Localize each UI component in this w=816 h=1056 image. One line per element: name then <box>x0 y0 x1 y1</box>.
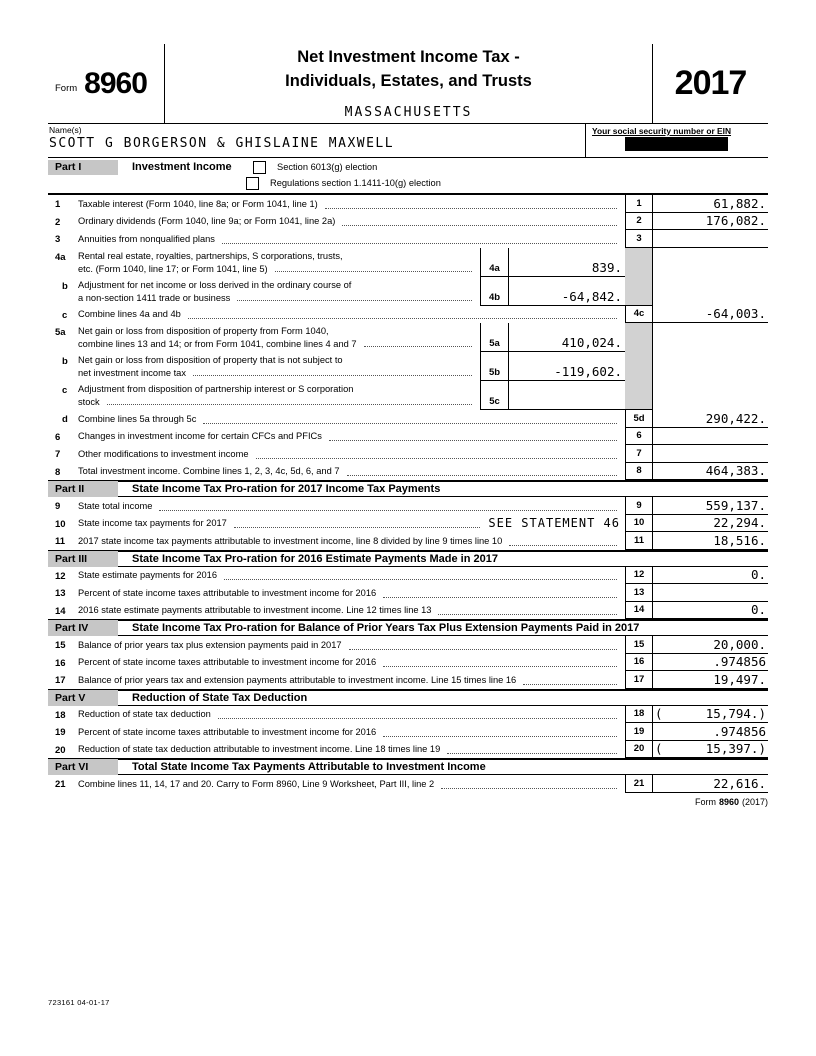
line-4c-row <box>48 306 768 324</box>
line-3-number: 3 <box>55 234 61 245</box>
line-6-number: 6 <box>55 431 61 443</box>
name-cell <box>48 124 586 157</box>
dotted-leader <box>438 614 617 615</box>
line-5a-number: 5a <box>55 327 66 338</box>
line-19-desc: Percent of state income taxes attributable to investment income for 2016 <box>78 726 377 737</box>
line-4c-box-label: 4c <box>625 306 653 324</box>
line-11-amount: 18,516. <box>653 532 768 550</box>
line-8-row <box>48 463 768 481</box>
part4-header <box>48 619 768 636</box>
line-20-amount: ( 15,397.) <box>655 741 766 757</box>
line-14-row <box>48 602 768 620</box>
line-18-number: 18 <box>55 709 66 721</box>
line-5d-number: d <box>62 414 68 425</box>
line-17-row <box>48 671 768 689</box>
part5-header <box>48 689 768 706</box>
line-5c-amount <box>509 381 625 410</box>
dotted-leader <box>509 545 617 546</box>
line-19-row <box>48 723 768 741</box>
line-5a-desc1: Net gain or loss from disposition of property from Form 1040, <box>78 326 329 336</box>
part1-label: Part I <box>48 160 118 175</box>
dotted-leader <box>222 243 617 244</box>
line-7-box-label: 7 <box>625 445 653 463</box>
ssn-redaction-box <box>625 137 728 151</box>
line-16-desc: Percent of state income taxes attributable to investment income for 2016 <box>78 657 377 668</box>
line-4a-desc1: Rental real estate, royalties, partnerships, S corporations, trusts, <box>78 250 343 261</box>
line-18-desc: Reduction of state tax deduction <box>78 709 211 720</box>
line-13-row <box>48 584 768 602</box>
line-6-desc: Changes in investment income for certain CFCs and PFICs <box>78 431 322 442</box>
print-code: 723161 04-01-17 <box>48 998 110 1007</box>
dotted-leader <box>275 271 472 272</box>
line-13-amount <box>653 584 768 602</box>
regulations-1411-checkbox[interactable] <box>246 177 259 190</box>
line-5d-amount: 290,422. <box>653 410 768 428</box>
form-footer <box>48 797 768 807</box>
taxpayer-names: SCOTT G BORGERSON & GHISLAINE MAXWELL <box>49 136 395 151</box>
part6-header <box>48 758 768 775</box>
line-5b-row <box>48 352 768 381</box>
dotted-leader <box>193 375 472 376</box>
dotted-leader <box>256 458 617 459</box>
part2-label: Part II <box>48 481 118 497</box>
line-1-amount: 61,882. <box>653 195 768 213</box>
line-1-desc: Taxable interest (Form 1040, line 8a; or Form 1041, line 1) <box>78 198 318 209</box>
line-14-desc: 2016 state estimate payments attributable to investment income. Line 12 times line 13 <box>78 605 432 616</box>
line-5b-box-label: 5b <box>480 352 509 381</box>
line-21-amount: 22,616. <box>653 775 768 793</box>
line-12-number: 12 <box>55 570 66 582</box>
line-18-amount: ( 15,794.) <box>655 706 766 722</box>
line-9-amount: 559,137. <box>653 497 768 515</box>
part2-title: State Income Tax Pro-ration for 2017 Income Tax Payments <box>132 483 441 495</box>
line-5c-box-label: 5c <box>480 381 509 410</box>
line-1-row <box>48 195 768 213</box>
part5-label: Part V <box>48 690 118 706</box>
shaded-cell <box>625 277 653 306</box>
dotted-leader <box>234 527 481 528</box>
line-14-number: 14 <box>55 605 66 617</box>
dotted-leader <box>218 718 617 719</box>
line-15-amount: 20,000. <box>653 636 768 654</box>
line-15-row <box>48 636 768 654</box>
footer-form-word: Form <box>694 796 716 807</box>
line-5b-amount: -119,602. <box>509 352 625 381</box>
line-15-desc: Balance of prior years tax plus extension payments paid in 2017 <box>78 639 342 650</box>
part3-label: Part III <box>48 551 118 567</box>
form-number: 8960 <box>84 66 147 100</box>
ssn-cell <box>586 124 768 157</box>
line-4b-amount: -64,842. <box>509 277 625 306</box>
line-8-amount: 464,383. <box>653 463 768 481</box>
line-5b-desc2: net investment income tax <box>78 368 186 378</box>
line-20-number: 20 <box>55 744 66 756</box>
line-4b-desc1: Adjustment for net income or loss derived in the ordinary course of <box>78 279 352 290</box>
line-5a-row <box>48 323 768 352</box>
form-content <box>48 44 768 807</box>
line-6-box-label: 6 <box>625 428 653 446</box>
tax-year: 2017 <box>674 64 747 102</box>
footer-form-year: (2017) <box>741 796 768 807</box>
shaded-cell <box>625 381 653 410</box>
line-5b-desc1: Net gain or loss from disposition of property that is not subject to <box>78 355 343 365</box>
line-10-desc: State income tax payments for 2017 <box>78 518 227 529</box>
dotted-leader <box>342 225 617 226</box>
line-5c-desc2: stock <box>78 397 100 407</box>
line-2-number: 2 <box>55 216 61 228</box>
line-10-box-label: 10 <box>625 515 653 533</box>
line-17-amount: 19,497. <box>653 671 768 689</box>
tax-year-cell <box>653 44 768 123</box>
part1-title: Investment Income <box>132 161 232 173</box>
shaded-cell <box>625 248 653 277</box>
line-4a-row <box>48 248 768 277</box>
line-3-desc: Annuities from nonqualified plans <box>78 233 215 244</box>
part6-label: Part VI <box>48 759 118 775</box>
line-17-box-label: 17 <box>625 671 653 689</box>
line-14-amount: 0. <box>653 602 768 620</box>
line-8-box-label: 8 <box>625 463 653 481</box>
line-15-box-label: 15 <box>625 636 653 654</box>
line-3-box-label: 3 <box>625 230 653 248</box>
form-title <box>285 46 532 94</box>
form-header <box>48 44 768 124</box>
dotted-leader <box>203 423 617 424</box>
line-9-box-label: 9 <box>625 497 653 515</box>
form-title-line1: Net Investment Income Tax - <box>297 48 520 66</box>
line-17-desc: Balance of prior years tax and extension payments attributable to investment income. Line 15 times line 16 <box>78 674 517 685</box>
names-label: Name(s) <box>49 125 82 135</box>
line-4b-desc2: a non-section 1411 trade or business <box>78 292 231 303</box>
line-13-number: 13 <box>55 588 66 599</box>
line-3-row <box>48 230 768 248</box>
line-9-row <box>48 497 768 515</box>
line-5b-number: b <box>62 356 68 367</box>
line-7-amount <box>653 445 768 463</box>
line-4a-number: 4a <box>55 251 66 263</box>
line-7-row <box>48 445 768 463</box>
line-16-amount: .974856 <box>653 654 768 672</box>
line-2-row <box>48 213 768 231</box>
section-6013g-label: Section 6013(g) election <box>277 162 378 172</box>
line-3-amount <box>653 230 768 248</box>
line-10-number: 10 <box>55 518 66 530</box>
line-4a-box-label: 4a <box>480 248 509 277</box>
line-8-number: 8 <box>55 466 61 478</box>
dotted-leader <box>383 666 617 667</box>
line-4b-row <box>48 277 768 306</box>
line-1-box-label: 1 <box>625 195 653 213</box>
line-12-row <box>48 567 768 585</box>
part3-header <box>48 550 768 567</box>
line-4a-amount: 839. <box>509 248 625 277</box>
line-13-desc: Percent of state income taxes attributable to investment income for 2016 <box>78 587 377 598</box>
line-18-row <box>48 706 768 724</box>
line-18-box-label: 18 <box>625 706 653 724</box>
line-5c-row <box>48 381 768 410</box>
line-11-box-label: 11 <box>625 532 653 550</box>
line-21-box-label: 21 <box>625 775 653 793</box>
section-6013g-checkbox[interactable] <box>253 161 266 174</box>
line-17-number: 17 <box>55 675 66 686</box>
line-19-box-label: 19 <box>625 723 653 741</box>
line-2-desc: Ordinary dividends (Form 1040, line 9a; or Form 1041, line 2a) <box>78 216 336 227</box>
line-21-number: 21 <box>55 779 66 790</box>
line-9-desc: State total income <box>78 500 153 511</box>
dotted-leader <box>237 300 472 301</box>
line-5c-desc1: Adjustment from disposition of partnership interest or S corporation <box>78 384 354 394</box>
line-5a-desc2: combine lines 13 and 14; or from Form 1041, combine lines 4 and 7 <box>78 339 357 349</box>
line-5d-row <box>48 410 768 428</box>
line-11-desc: 2017 state income tax payments attributable to investment income, line 8 divided by line 9 times line 10 <box>78 535 503 546</box>
line-10-amount: 22,294. <box>653 515 768 533</box>
line-9-number: 9 <box>55 501 61 512</box>
line-13-box-label: 13 <box>625 584 653 602</box>
line-6-row <box>48 428 768 446</box>
line-8-desc: Total investment income. Combine lines 1, 2, 3, 4c, 5d, 6, and 7 <box>78 466 340 477</box>
line-11-number: 11 <box>55 536 66 547</box>
dotted-leader <box>325 208 617 209</box>
line-7-number: 7 <box>55 449 61 460</box>
dotted-leader <box>349 649 617 650</box>
line-12-desc: State estimate payments for 2016 <box>78 570 218 581</box>
line-15-number: 15 <box>55 640 66 651</box>
regulations-1411-label: Regulations section 1.1411-10(g) election <box>270 178 441 188</box>
line-4c-number: c <box>62 309 68 321</box>
dotted-leader <box>364 346 472 347</box>
form-title-line2: Individuals, Estates, and Trusts <box>285 71 532 90</box>
line-2-amount: 176,082. <box>653 213 768 231</box>
line-11-row <box>48 532 768 550</box>
dotted-leader <box>347 475 618 476</box>
name-row <box>48 124 768 158</box>
form-number-cell <box>48 44 165 123</box>
line-5a-box-label: 5a <box>480 323 509 352</box>
part3-title: State Income Tax Pro-ration for 2016 Estimate Payments Made in 2017 <box>132 552 498 565</box>
shaded-cell <box>625 323 653 352</box>
form-word-label: Form <box>55 83 78 94</box>
dotted-leader <box>523 684 617 685</box>
line-4c-desc: Combine lines 4a and 4b <box>78 309 181 320</box>
part4-label: Part IV <box>48 620 118 636</box>
line-19-amount: .974856 <box>653 723 768 741</box>
line-21-row <box>48 775 768 793</box>
line-16-number: 16 <box>55 657 66 669</box>
line-16-box-label: 16 <box>625 654 653 672</box>
line-1-number: 1 <box>55 199 61 210</box>
line-6-amount <box>653 428 768 446</box>
line-19-number: 19 <box>55 727 66 738</box>
line-4b-number: b <box>62 280 68 292</box>
line-5a-amount: 410,024. <box>509 323 625 352</box>
line-4b-box-label: 4b <box>480 277 509 306</box>
footer-form-number: 8960 <box>718 796 739 807</box>
line-4a-desc2: etc. (Form 1040, line 17; or Form 1041, line 5) <box>78 263 268 274</box>
line-2-box-label: 2 <box>625 213 653 231</box>
dotted-leader <box>441 788 617 789</box>
line-20-box-label: 20 <box>625 741 653 759</box>
line-21-desc: Combine lines 11, 14, 17 and 20. Carry to Form 8960, Line 9 Worksheet, Part III, line 2 <box>78 778 435 789</box>
statement-reference: SEE STATEMENT 46 <box>488 516 620 531</box>
part4-title: State Income Tax Pro-ration for Balance of Prior Years Tax Plus Extension Payments Paid in 2017 <box>132 622 640 634</box>
ssn-label: Your social security number or EIN <box>592 126 732 136</box>
dotted-leader <box>107 404 472 405</box>
state-name: MASSACHUSETTS <box>344 104 473 120</box>
line-5d-box-label: 5d <box>625 410 653 428</box>
line-5d-desc: Combine lines 5a through 5c <box>78 413 197 424</box>
form-title-cell <box>165 44 653 123</box>
dotted-leader <box>159 510 617 511</box>
line-20-row <box>48 741 768 759</box>
part6-title: Total State Income Tax Payments Attributable to Investment Income <box>132 761 486 773</box>
line-10-row <box>48 515 768 533</box>
shaded-cell <box>625 352 653 381</box>
dotted-leader <box>383 597 617 598</box>
line-12-box-label: 12 <box>625 567 653 585</box>
dotted-leader <box>329 440 617 441</box>
dotted-leader <box>188 318 617 319</box>
dotted-leader <box>224 579 617 580</box>
line-5c-number: c <box>62 385 68 396</box>
line-7-desc: Other modifications to investment income <box>78 448 249 459</box>
dotted-leader <box>383 736 617 737</box>
part2-header <box>48 480 768 497</box>
line-14-box-label: 14 <box>625 602 653 620</box>
dotted-leader <box>447 753 617 754</box>
part1-header <box>48 158 768 195</box>
line-16-row <box>48 654 768 672</box>
line-20-desc: Reduction of state tax deduction attributable to investment income. Line 18 times line 19 <box>78 744 441 755</box>
line-4c-amount: -64,003. <box>653 306 768 324</box>
line-12-amount: 0. <box>653 567 768 585</box>
part5-title: Reduction of State Tax Deduction <box>132 691 308 704</box>
